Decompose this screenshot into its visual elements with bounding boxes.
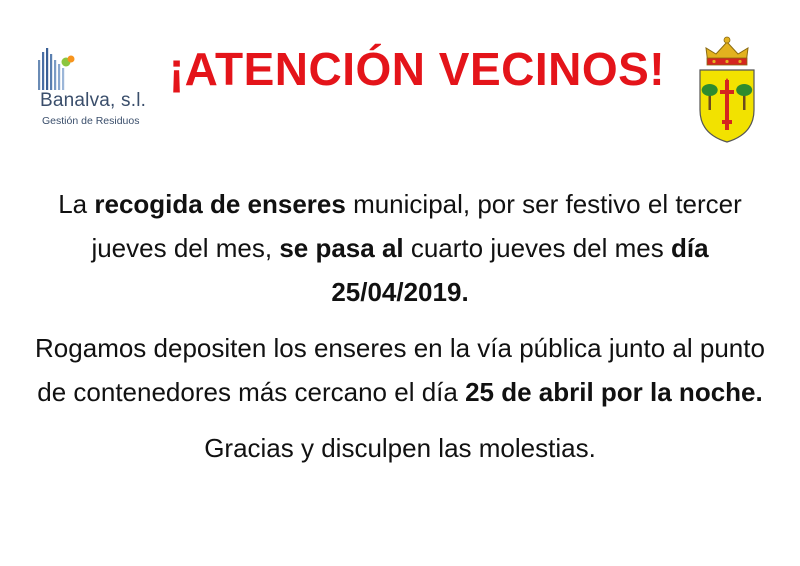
p1-bold-1: recogida de enseres: [94, 189, 346, 219]
notice-paragraph-3: [30, 426, 770, 470]
municipal-crest-icon: [694, 34, 760, 144]
banalva-bars-icon: [36, 46, 86, 92]
p2-text-1: Rogamos depositen los enseres en la vía pública junto al punto de contenedores más cercano el día: [35, 333, 765, 407]
p1-text-1: La: [58, 189, 95, 219]
p1-text-2: municipal, por ser festivo el tercer jueves del mes,: [91, 189, 742, 263]
banalva-logo: [36, 46, 176, 136]
notice-paragraph-1: [30, 182, 770, 314]
logo-company-name: Banalva, s.l.: [40, 90, 147, 111]
p1-text-3: cuarto jueves del mes: [403, 233, 671, 263]
p2-bold-1: 25 de abril por la noche.: [465, 377, 763, 407]
logo-tagline: Gestión de Residuos: [42, 115, 140, 127]
page-title: ¡ATENCIÓN VECINOS!: [168, 43, 666, 95]
p3-text-1: Gracias y disculpen las molestias.: [204, 433, 596, 463]
notice-body: [30, 182, 770, 482]
notice-paragraph-2: [30, 326, 770, 414]
p1-bold-3: día 25/04/2019.: [331, 233, 709, 307]
p1-bold-2: se pasa al: [279, 233, 404, 263]
